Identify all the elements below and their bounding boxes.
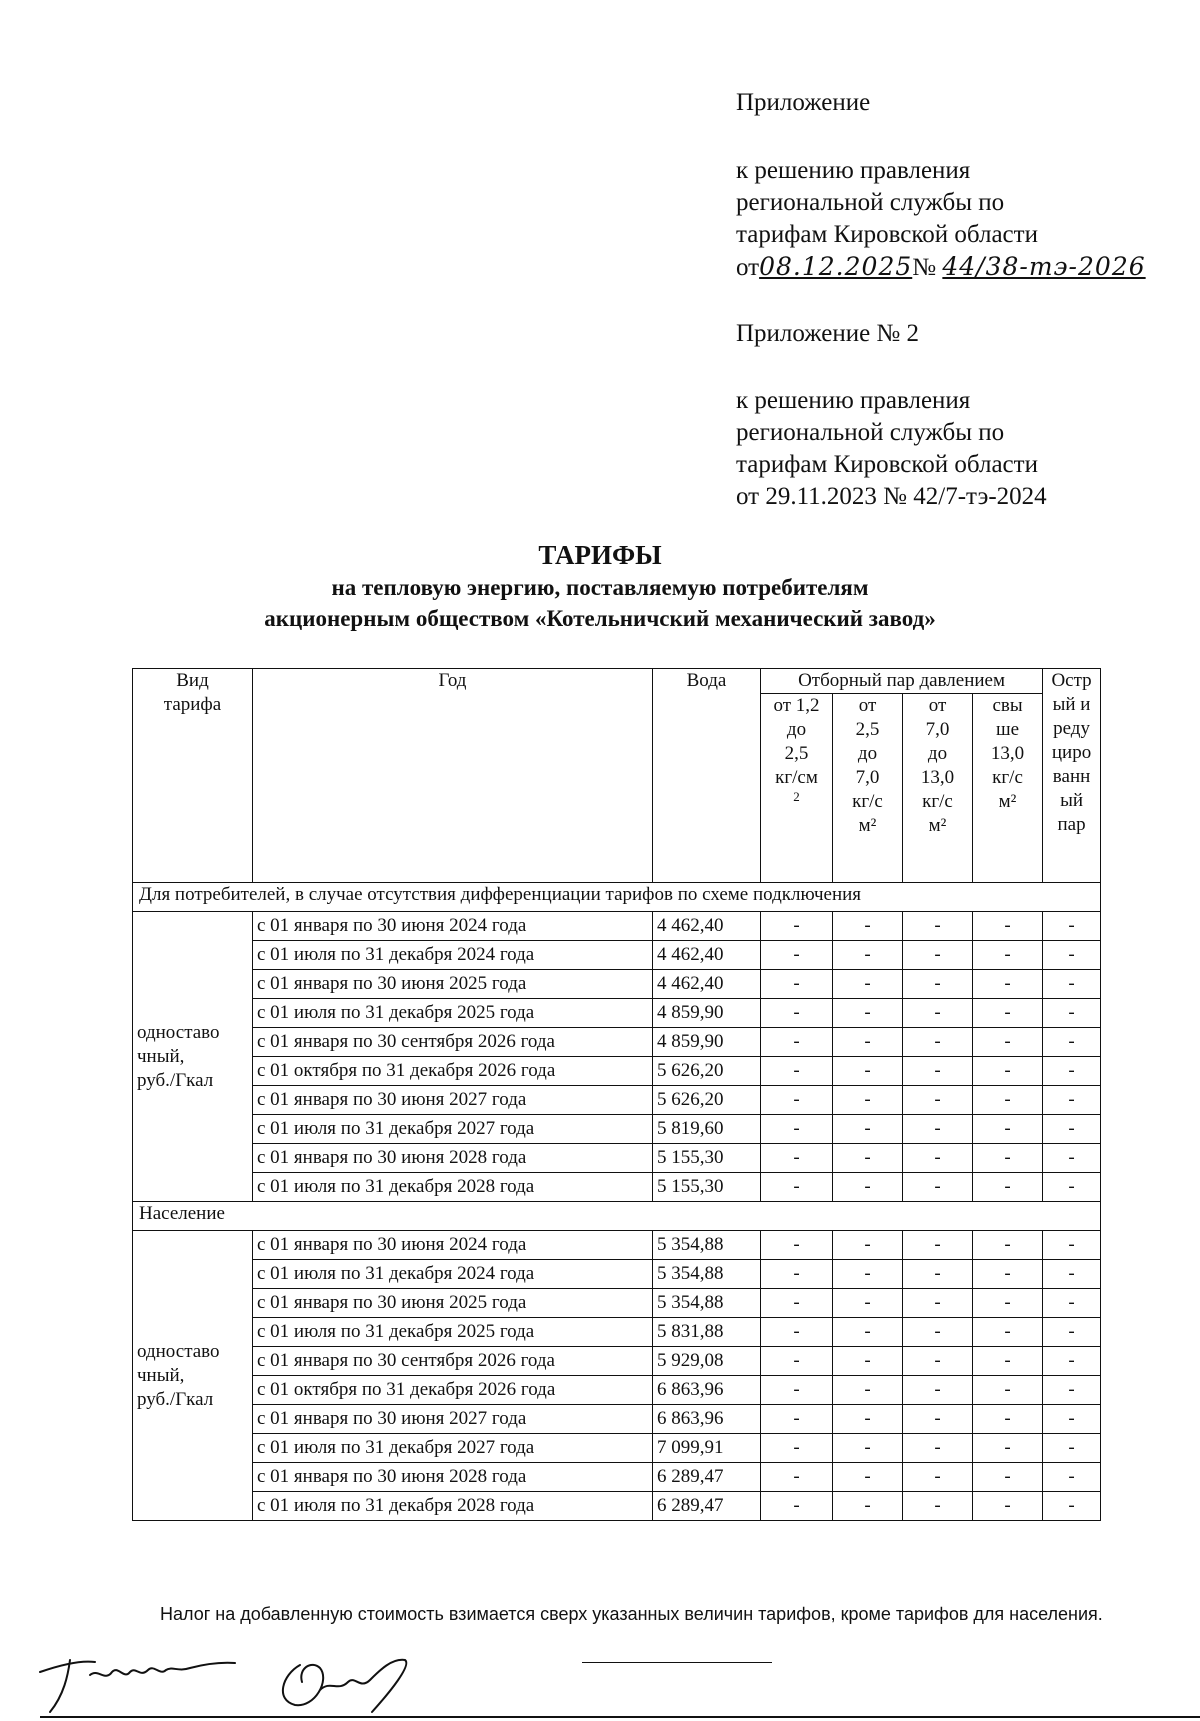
empty-tariff-cell: - (1043, 1115, 1101, 1144)
empty-tariff-cell: - (1043, 912, 1101, 941)
header-text: м² (998, 791, 1017, 812)
header-text: 2 (793, 789, 800, 804)
section-row (133, 883, 1101, 912)
empty-tariff-cell: - (833, 1463, 903, 1492)
empty-tariff-cell: - (761, 1318, 833, 1347)
header-text: от 1,2 (773, 695, 820, 716)
empty-tariff-cell: - (761, 1376, 833, 1405)
empty-tariff-cell: - (761, 1347, 833, 1376)
empty-tariff-cell: - (903, 1492, 973, 1521)
empty-tariff-cell: - (973, 1376, 1043, 1405)
empty-tariff-cell: - (761, 999, 833, 1028)
empty-tariff-cell: - (1043, 970, 1101, 999)
empty-tariff-cell: - (833, 1231, 903, 1260)
appendix-2-decision-ref (736, 385, 1047, 513)
period-cell: с 01 января по 30 июня 2027 года (253, 1405, 653, 1434)
empty-tariff-cell: - (903, 1028, 973, 1057)
header-text: 7,0 (925, 719, 950, 740)
empty-tariff-cell: - (761, 1492, 833, 1521)
tariff-type-text: чный, (137, 1364, 185, 1386)
empty-tariff-cell: - (903, 970, 973, 999)
tariff-table (132, 668, 1101, 1521)
header-steam-group (761, 669, 1043, 694)
empty-tariff-cell: - (761, 1115, 833, 1144)
empty-tariff-cell: - (903, 1405, 973, 1434)
water-tariff-cell: 5 354,88 (653, 1231, 761, 1260)
header-steam-3 (903, 694, 973, 883)
empty-tariff-cell: - (833, 1289, 903, 1318)
period-cell: с 01 июля по 31 декабря 2027 года (253, 1115, 653, 1144)
decision-line: к решению правления (736, 157, 971, 184)
header-text: до (927, 743, 948, 764)
header-steam-4 (973, 694, 1043, 883)
document-subtitle: на тепловую энергию, поставляемую потребителям (331, 575, 869, 600)
water-tariff-cell: 5 354,88 (653, 1289, 761, 1318)
empty-tariff-cell: - (761, 1173, 833, 1202)
table-row (133, 1347, 1101, 1376)
section-label: Население (133, 1202, 1101, 1231)
period-cell: с 01 июля по 31 декабря 2025 года (253, 1318, 653, 1347)
document-title: ТАРИФЫ (538, 540, 662, 570)
empty-tariff-cell: - (833, 1260, 903, 1289)
period-cell: с 01 июля по 31 декабря 2025 года (253, 999, 653, 1028)
header-text: Отборный пар давлением (798, 670, 1005, 691)
signature-1 (40, 1660, 235, 1712)
empty-tariff-cell: - (973, 1115, 1043, 1144)
empty-tariff-cell: - (1043, 1434, 1101, 1463)
empty-tariff-cell: - (761, 970, 833, 999)
header-text: пар (1057, 814, 1086, 835)
page-bottom-rule (40, 1716, 1200, 1718)
empty-tariff-cell: - (903, 1289, 973, 1318)
table-row (133, 1173, 1101, 1202)
handwritten-signatures (20, 1620, 480, 1721)
appendix-2-title-text: Приложение № 2 (736, 320, 920, 347)
empty-tariff-cell: - (973, 1173, 1043, 1202)
empty-tariff-cell: - (1043, 1289, 1101, 1318)
table-row (133, 1434, 1101, 1463)
tariff-type-cell (133, 1231, 253, 1521)
empty-tariff-cell: - (903, 1463, 973, 1492)
water-tariff-cell: 4 859,90 (653, 1028, 761, 1057)
empty-tariff-cell: - (973, 1347, 1043, 1376)
empty-tariff-cell: - (761, 1260, 833, 1289)
table-row (133, 1260, 1101, 1289)
header-text: 7,0 (855, 767, 880, 788)
empty-tariff-cell: - (833, 1434, 903, 1463)
header-steam-1 (761, 694, 833, 883)
water-tariff-cell: 4 859,90 (653, 999, 761, 1028)
empty-tariff-cell: - (1043, 1347, 1101, 1376)
tariff-type-cell (133, 912, 253, 1202)
empty-tariff-cell: - (973, 1086, 1043, 1115)
decision-line: тарифам Кировской области (736, 221, 1038, 248)
empty-tariff-cell: - (761, 1144, 833, 1173)
tariff-type-text: руб./Гкал (137, 1388, 214, 1410)
empty-tariff-cell: - (903, 1086, 973, 1115)
empty-tariff-cell: - (833, 1028, 903, 1057)
empty-tariff-cell: - (903, 1144, 973, 1173)
period-cell: с 01 июля по 31 декабря 2027 года (253, 1434, 653, 1463)
empty-tariff-cell: - (833, 1376, 903, 1405)
decision-line: к решению правления (736, 387, 971, 414)
period-cell: с 01 января по 30 июня 2028 года (253, 1463, 653, 1492)
empty-tariff-cell: - (973, 912, 1043, 941)
water-tariff-cell: 5 626,20 (653, 1086, 761, 1115)
separator-line (582, 1662, 772, 1663)
water-tariff-cell: 7 099,91 (653, 1434, 761, 1463)
period-cell: с 01 июля по 31 декабря 2028 года (253, 1492, 653, 1521)
empty-tariff-cell: - (903, 1260, 973, 1289)
header-text: 2,5 (855, 719, 880, 740)
ref-number-label: № (912, 254, 937, 281)
header-text: м² (858, 815, 877, 836)
period-cell: с 01 июля по 31 декабря 2024 года (253, 1260, 653, 1289)
header-text: 2,5 (784, 743, 809, 764)
empty-tariff-cell: - (833, 1086, 903, 1115)
period-cell: с 01 октября по 31 декабря 2026 года (253, 1376, 653, 1405)
table-row (133, 1086, 1101, 1115)
water-tariff-cell: 5 626,20 (653, 1057, 761, 1086)
signature-2 (283, 1660, 406, 1712)
decision-line: тарифам Кировской области (736, 451, 1038, 478)
water-tariff-cell: 6 289,47 (653, 1463, 761, 1492)
appendix-title (736, 87, 870, 119)
empty-tariff-cell: - (973, 1260, 1043, 1289)
header-text: до (857, 743, 878, 764)
vat-note: Налог на добавленную стоимость взимается сверх указанных величин тарифов, кроме тарифов для населения. (160, 1604, 1103, 1624)
table-row (133, 1289, 1101, 1318)
header-text: м² (928, 815, 947, 836)
empty-tariff-cell: - (973, 1289, 1043, 1318)
header-text: 13,0 (990, 743, 1025, 764)
header-text: от (928, 695, 947, 716)
empty-tariff-cell: - (833, 1347, 903, 1376)
empty-tariff-cell: - (761, 1086, 833, 1115)
water-tariff-cell: 5 819,60 (653, 1115, 761, 1144)
section-row (133, 1202, 1101, 1231)
table-row (133, 912, 1101, 941)
table-row (133, 1231, 1101, 1260)
header-sharp-steam (1043, 669, 1101, 883)
table-row (133, 1057, 1101, 1086)
empty-tariff-cell: - (973, 1492, 1043, 1521)
header-steam-2 (833, 694, 903, 883)
empty-tariff-cell: - (1043, 1028, 1101, 1057)
header-text: 13,0 (920, 767, 955, 788)
header-text: Остр (1051, 670, 1092, 691)
header-text: Вода (686, 670, 727, 691)
decision-date-number (736, 251, 1146, 284)
water-tariff-cell: 5 831,88 (653, 1318, 761, 1347)
decision-line: региональной службы по (736, 189, 1005, 216)
table-row (133, 999, 1101, 1028)
table-row (133, 1115, 1101, 1144)
empty-tariff-cell: - (833, 1405, 903, 1434)
empty-tariff-cell: - (833, 999, 903, 1028)
table-row (133, 1405, 1101, 1434)
empty-tariff-cell: - (833, 1318, 903, 1347)
empty-tariff-cell: - (1043, 1057, 1101, 1086)
empty-tariff-cell: - (973, 1057, 1043, 1086)
table-row (133, 1028, 1101, 1057)
tariff-type-text: чный, (137, 1045, 185, 1067)
empty-tariff-cell: - (973, 1144, 1043, 1173)
header-text: ше (995, 719, 1020, 740)
water-tariff-cell: 5 929,08 (653, 1347, 761, 1376)
empty-tariff-cell: - (1043, 1463, 1101, 1492)
header-text: тарифа (163, 694, 222, 715)
table-row (133, 970, 1101, 999)
water-tariff-cell: 5 155,30 (653, 1144, 761, 1173)
empty-tariff-cell: - (903, 912, 973, 941)
period-cell: с 01 января по 30 сентября 2026 года (253, 1347, 653, 1376)
header-text: кг/с (922, 791, 953, 812)
empty-tariff-cell: - (973, 1463, 1043, 1492)
empty-tariff-cell: - (761, 912, 833, 941)
header-text: ый (1060, 790, 1084, 811)
water-tariff-cell: 6 863,96 (653, 1405, 761, 1434)
empty-tariff-cell: - (761, 1289, 833, 1318)
empty-tariff-cell: - (1043, 941, 1101, 970)
period-cell: с 01 января по 30 июня 2024 года (253, 1231, 653, 1260)
appendix-2-title (736, 318, 919, 350)
period-cell: с 01 января по 30 июня 2025 года (253, 970, 653, 999)
tariff-table-body (133, 883, 1101, 1521)
empty-tariff-cell: - (833, 1492, 903, 1521)
document-subtitle: акционерным обществом «Котельничский механический завод» (264, 606, 936, 631)
appendix-title-text: Приложение (736, 89, 871, 116)
period-cell: с 01 июля по 31 декабря 2024 года (253, 941, 653, 970)
empty-tariff-cell: - (973, 1028, 1043, 1057)
header-text: до (786, 719, 807, 740)
empty-tariff-cell: - (903, 1057, 973, 1086)
tariff-type-text: одноставо (137, 1340, 220, 1362)
table-row (133, 1492, 1101, 1521)
empty-tariff-cell: - (1043, 999, 1101, 1028)
empty-tariff-cell: - (1043, 1376, 1101, 1405)
empty-tariff-cell: - (903, 1231, 973, 1260)
empty-tariff-cell: - (833, 1144, 903, 1173)
water-tariff-cell: 4 462,40 (653, 941, 761, 970)
empty-tariff-cell: - (903, 941, 973, 970)
table-row (133, 1144, 1101, 1173)
table-row (133, 1318, 1101, 1347)
tariff-type-text: руб./Гкал (137, 1069, 214, 1091)
decision-line: региональной службы по (736, 419, 1005, 446)
empty-tariff-cell: - (761, 941, 833, 970)
period-cell: с 01 января по 30 июня 2025 года (253, 1289, 653, 1318)
empty-tariff-cell: - (1043, 1318, 1101, 1347)
empty-tariff-cell: - (973, 1434, 1043, 1463)
empty-tariff-cell: - (903, 999, 973, 1028)
header-text: от (858, 695, 877, 716)
empty-tariff-cell: - (833, 970, 903, 999)
empty-tariff-cell: - (973, 970, 1043, 999)
empty-tariff-cell: - (833, 1057, 903, 1086)
water-tariff-cell: 4 462,40 (653, 912, 761, 941)
header-text: кг/см (775, 767, 818, 788)
empty-tariff-cell: - (973, 999, 1043, 1028)
header-text: кг/с (852, 791, 883, 812)
ref-prefix: от (736, 254, 760, 281)
empty-tariff-cell: - (833, 1115, 903, 1144)
empty-tariff-cell: - (833, 941, 903, 970)
handwritten-date: 08.12.2025 (759, 252, 913, 281)
decision-line: от 29.11.2023 № 42/7-тэ-2024 (736, 483, 1047, 510)
period-cell: с 01 октября по 31 декабря 2026 года (253, 1057, 653, 1086)
document-title-block (0, 538, 1200, 634)
empty-tariff-cell: - (903, 1318, 973, 1347)
empty-tariff-cell: - (973, 941, 1043, 970)
empty-tariff-cell: - (1043, 1231, 1101, 1260)
empty-tariff-cell: - (833, 912, 903, 941)
handwritten-number: 44/38-тэ-2026 (942, 252, 1146, 281)
empty-tariff-cell: - (761, 1434, 833, 1463)
empty-tariff-cell: - (1043, 1173, 1101, 1202)
header-water (653, 669, 761, 883)
water-tariff-cell: 6 863,96 (653, 1376, 761, 1405)
empty-tariff-cell: - (973, 1318, 1043, 1347)
empty-tariff-cell: - (1043, 1405, 1101, 1434)
header-tariff-type (133, 669, 253, 883)
header-text: ванн (1052, 766, 1091, 787)
empty-tariff-cell: - (903, 1173, 973, 1202)
empty-tariff-cell: - (903, 1115, 973, 1144)
period-cell: с 01 января по 30 июня 2024 года (253, 912, 653, 941)
empty-tariff-cell: - (761, 1057, 833, 1086)
empty-tariff-cell: - (1043, 1260, 1101, 1289)
period-cell: с 01 января по 30 июня 2028 года (253, 1144, 653, 1173)
period-cell: с 01 июля по 31 декабря 2028 года (253, 1173, 653, 1202)
header-text: кг/с (992, 767, 1023, 788)
empty-tariff-cell: - (973, 1231, 1043, 1260)
empty-tariff-cell: - (761, 1463, 833, 1492)
header-text: Год (438, 670, 467, 691)
table-row (133, 1463, 1101, 1492)
header-year (253, 669, 653, 883)
section-label: Для потребителей, в случае отсутствия дифференциации тарифов по схеме подключения (133, 883, 1101, 912)
header-text: ый и (1052, 694, 1091, 715)
empty-tariff-cell: - (1043, 1144, 1101, 1173)
water-tariff-cell: 4 462,40 (653, 970, 761, 999)
water-tariff-cell: 5 155,30 (653, 1173, 761, 1202)
table-row (133, 1376, 1101, 1405)
header-text: свы (992, 695, 1023, 716)
empty-tariff-cell: - (833, 1173, 903, 1202)
appendix-decision-ref (736, 155, 1146, 284)
header-text: реду (1053, 718, 1090, 739)
empty-tariff-cell: - (903, 1376, 973, 1405)
empty-tariff-cell: - (1043, 1492, 1101, 1521)
period-cell: с 01 января по 30 июня 2027 года (253, 1086, 653, 1115)
empty-tariff-cell: - (973, 1405, 1043, 1434)
empty-tariff-cell: - (903, 1434, 973, 1463)
table-row (133, 941, 1101, 970)
empty-tariff-cell: - (761, 1231, 833, 1260)
empty-tariff-cell: - (903, 1347, 973, 1376)
water-tariff-cell: 5 354,88 (653, 1260, 761, 1289)
header-text: Вид (176, 670, 209, 691)
water-tariff-cell: 6 289,47 (653, 1492, 761, 1521)
empty-tariff-cell: - (761, 1405, 833, 1434)
empty-tariff-cell: - (761, 1028, 833, 1057)
tariff-type-text: одноставо (137, 1021, 220, 1043)
period-cell: с 01 января по 30 сентября 2026 года (253, 1028, 653, 1057)
header-text: циро (1051, 742, 1092, 763)
empty-tariff-cell: - (1043, 1086, 1101, 1115)
